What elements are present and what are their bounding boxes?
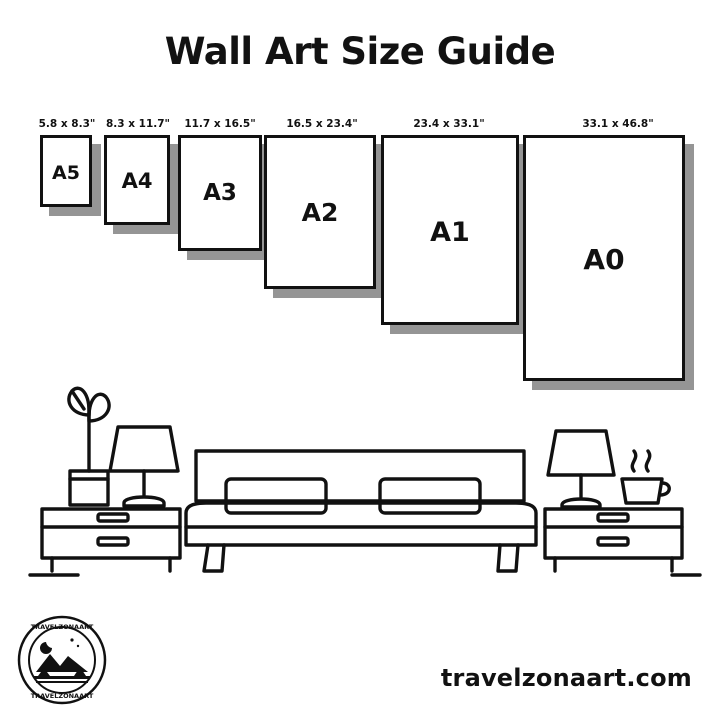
frame-name-a3: A3 bbox=[203, 180, 237, 206]
bed bbox=[186, 451, 536, 571]
page-title: Wall Art Size Guide bbox=[164, 30, 556, 73]
frame-name-a4: A4 bbox=[121, 169, 153, 193]
frame-a0[interactable] bbox=[523, 135, 685, 381]
size-label-a1: 23.4 x 33.1" bbox=[413, 118, 485, 130]
website-url[interactable]: travelzonaart.com bbox=[440, 664, 692, 692]
size-chart bbox=[0, 105, 720, 405]
bedroom-svg bbox=[0, 375, 720, 600]
frame-a5[interactable] bbox=[40, 135, 92, 207]
logo-text-bottom: TRAVELZONAART bbox=[30, 692, 94, 700]
bedroom-illustration bbox=[0, 375, 720, 600]
plant-vase bbox=[69, 388, 109, 505]
frame-a1[interactable] bbox=[381, 135, 519, 325]
left-nightstand bbox=[42, 509, 180, 571]
left-lamp bbox=[110, 427, 178, 506]
coffee-cup bbox=[622, 451, 669, 503]
size-label-a3: 11.7 x 16.5" bbox=[184, 118, 256, 130]
right-nightstand bbox=[545, 509, 682, 571]
frame-a3[interactable] bbox=[178, 135, 262, 251]
size-label-a0: 33.1 x 46.8" bbox=[582, 118, 654, 130]
frame-name-a1: A1 bbox=[430, 217, 470, 248]
brand-logo[interactable] bbox=[16, 614, 108, 706]
frame-name-a5: A5 bbox=[52, 162, 80, 184]
frame-name-a2: A2 bbox=[301, 198, 339, 227]
frame-a2[interactable] bbox=[264, 135, 376, 289]
size-label-a5: 5.8 x 8.3" bbox=[38, 118, 96, 130]
frame-a4[interactable] bbox=[104, 135, 170, 225]
right-lamp bbox=[548, 431, 614, 507]
size-label-a2: 16.5 x 23.4" bbox=[286, 118, 358, 130]
brand-logo-svg bbox=[16, 614, 108, 706]
size-label-a4: 8.3 x 11.7" bbox=[105, 118, 171, 130]
logo-text-top: TRAVELZONAART bbox=[30, 623, 94, 631]
frame-name-a0: A0 bbox=[583, 243, 625, 276]
